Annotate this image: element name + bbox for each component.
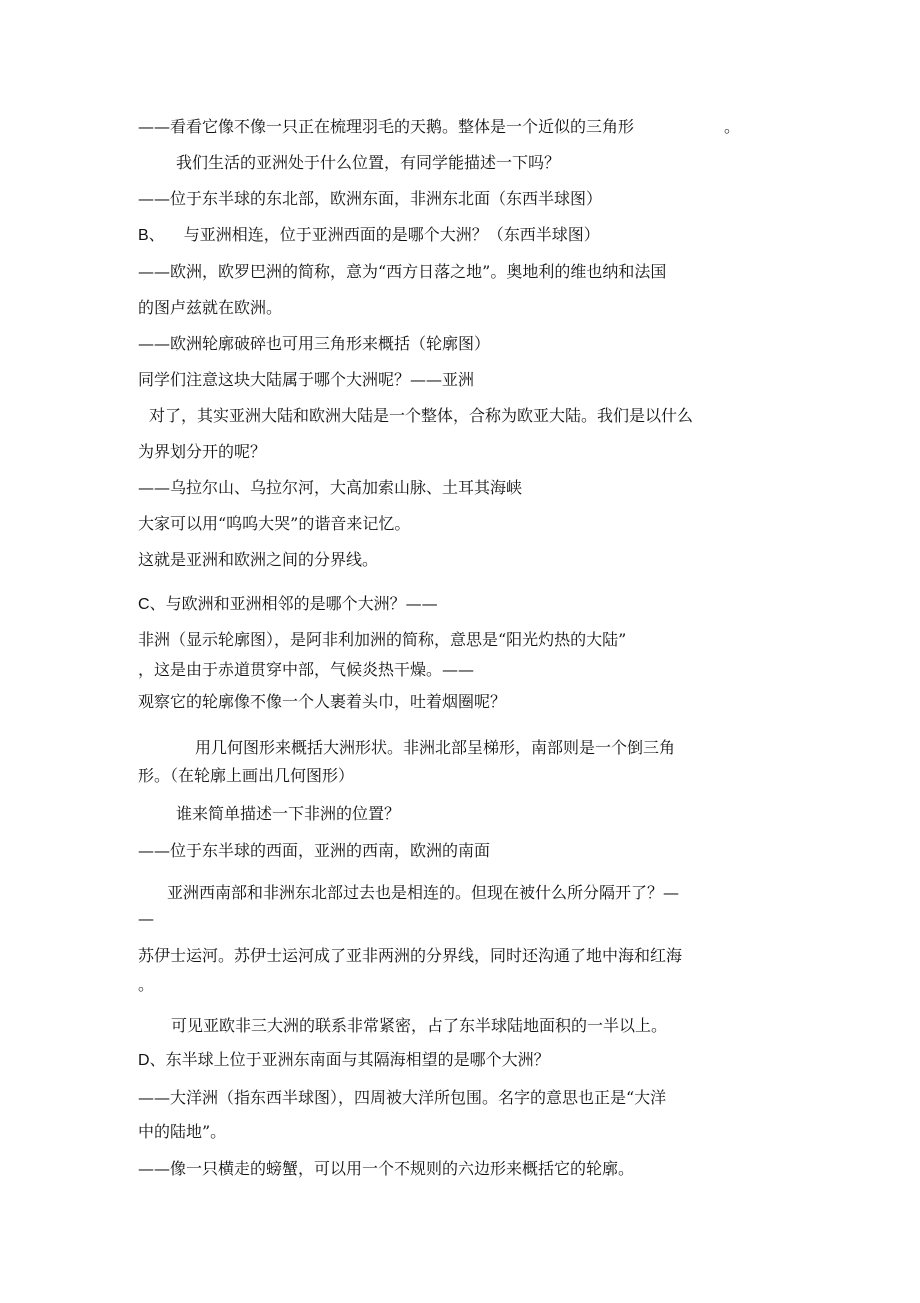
text-line-eurasia-1: 对了，其实亚洲大陆和欧洲大陆是一个整体，合称为欧亚大陆。我们是以什么 <box>149 406 694 425</box>
text-line-oceania-2: 中的陆地”。 <box>138 1122 227 1141</box>
section-d <box>138 1049 550 1072</box>
section-d-text: 东半球上位于亚洲东南面与其隔海相望的是哪个大洲？ <box>165 1050 550 1069</box>
section-b <box>138 224 600 247</box>
text-line-suez-answer-1: 苏伊士运河。苏伊士运河成了亚非两洲的分界线，同时还沟通了地中海和红海 <box>138 946 683 965</box>
text-line-africa-3: 观察它的轮廓像不像一个人裹着头巾，吐着烟圈呢？ <box>138 692 507 711</box>
section-c-text: 与欧洲和亚洲相邻的是哪个大洲？—— <box>165 594 438 613</box>
text-line-africa-1: 非洲（显示轮廓图），是阿非利加洲的简称，意思是“阳光灼热的大陆” <box>138 630 627 649</box>
text-line-europe-outline: ——欧洲轮廓破碎也可用三角形来概括（轮廓图） <box>138 334 491 353</box>
section-d-label: D、 <box>138 1052 166 1069</box>
text-line-continent-question: 同学们注意这块大陆属于哪个大洲呢？——亚洲 <box>138 370 475 389</box>
section-c-label: C、 <box>138 596 166 613</box>
text-line-europe-2: 的图卢兹就在欧洲。 <box>138 298 283 317</box>
text-line-asia-answer: ——位于东半球的东北部，欧洲东面，非洲东北面（东西半球图） <box>138 189 603 208</box>
text-line-boundary-summary: 这就是亚洲和欧洲之间的分界线。 <box>138 550 379 569</box>
text-line-geometry-2: 形。（在轮廓上画出几何图形） <box>138 766 355 785</box>
text-line-eurasia-2: 为界划分开的呢？ <box>138 442 267 461</box>
text-line-swan: ——看看它像不像一只正在梳理羽毛的天鹅。整体是一个近似的三角形 <box>138 117 635 136</box>
text-line-asia-question: 我们生活的亚洲处于什么位置，有同学能描述一下吗？ <box>176 153 561 172</box>
text-line-africa-2: ，这是由于赤道贯穿中部，气候炎热干燥。—— <box>138 660 475 679</box>
section-c <box>138 593 438 616</box>
trailing-period: 。 <box>724 117 741 136</box>
section-b-text: 与亚洲相连，位于亚洲西面的是哪个大洲？（东西半球图） <box>183 225 600 244</box>
text-line-mnemonic: 大家可以用“呜呜大哭”的谐音来记忆。 <box>138 514 411 533</box>
text-line-suez-answer-2: 。 <box>138 975 155 994</box>
text-line-suez-question-1: 亚洲西南部和非洲东北部过去也是相连的。但现在被什么所分隔开了？— <box>167 883 680 902</box>
text-line-africa-position-answer: ——位于东半球的西面，亚洲的西南，欧洲的南面 <box>138 841 491 860</box>
section-b-label: B、 <box>138 227 165 244</box>
text-line-africa-position-question: 谁来简单描述一下非洲的位置？ <box>176 804 401 823</box>
text-line-europe-1: ——欧洲，欧罗巴洲的简称，意为“西方日落之地”。奥地利的维也纳和法国 <box>138 262 667 281</box>
text-line-boundary: ——乌拉尔山、乌拉尔河，大高加索山脉、土耳其海峡 <box>138 478 523 497</box>
text-line-oceania-1: ——大洋洲（指东西半球图），四周被大洋所包围。名字的意思也正是“大洋 <box>138 1088 667 1107</box>
text-line-three-continents: 可见亚欧非三大洲的联系非常紧密，占了东半球陆地面积的一半以上。 <box>171 1016 668 1035</box>
text-line-geometry-1: 用几何图形来概括大洲形状。非洲北部呈梯形，南部则是一个倒三角 <box>195 738 676 757</box>
text-line-oceania-outline: ——像一只横走的螃蟹，可以用一个不规则的六边形来概括它的轮廓。 <box>138 1159 635 1178</box>
text-line-suez-question-2: — <box>138 909 154 928</box>
